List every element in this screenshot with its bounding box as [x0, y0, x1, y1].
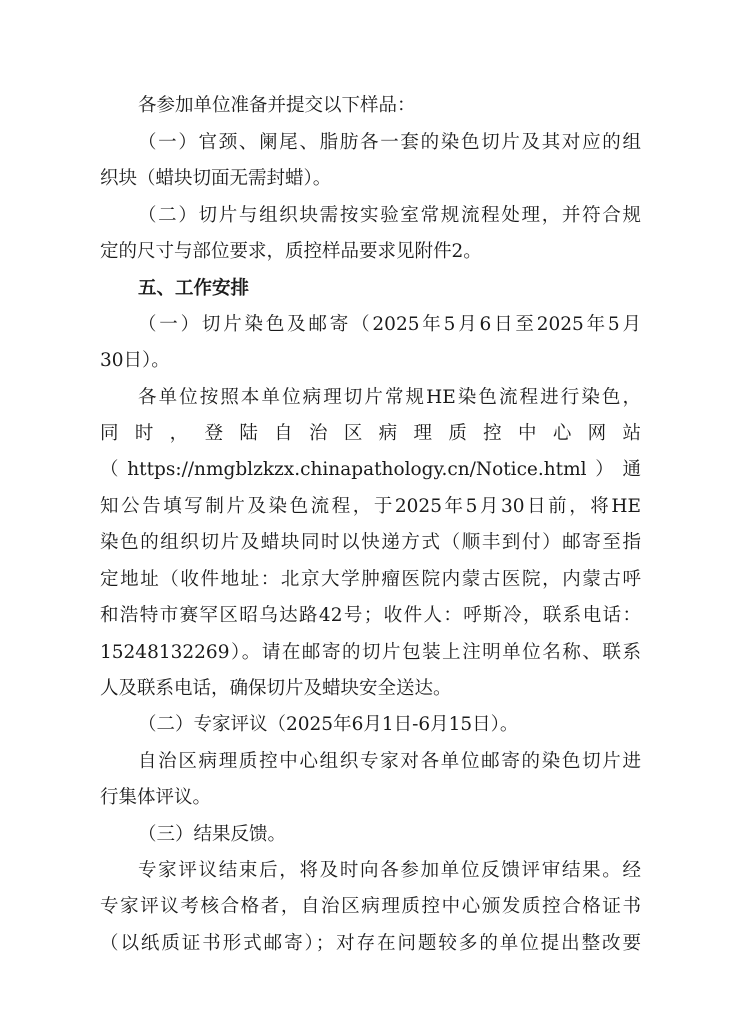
paragraph-line: 同时，登陆自治区病理质控中心网站	[100, 423, 641, 444]
paragraph-line: 30日）。	[100, 350, 170, 371]
paragraph-line: 行集体评议。	[100, 787, 212, 808]
paragraph-line: （https://nmgblzkzx.chinapathology.cn/Notice.html）通	[100, 459, 641, 480]
paragraph-line: 自治区病理质控中心组织专家对各单位邮寄的染色切片进	[138, 751, 641, 772]
paragraph-line: （一）切片染色及邮寄（2025年5月6日至2025年5月	[138, 314, 641, 335]
paragraph-line: 各单位按照本单位病理切片常规HE染色流程进行染色，	[138, 387, 641, 408]
section-heading: 五、工作安排	[138, 278, 250, 299]
paragraph-line: （二）专家评议（2025年6月1日-6月15日）。	[138, 714, 519, 735]
paragraph-line: 各参加单位准备并提交以下样品：	[138, 95, 416, 116]
paragraph-line: 染色的组织切片及蜡块同时以快递方式（顺丰到付）邮寄至指	[100, 532, 641, 553]
paragraph-line: 织块（蜡块切面无需封蜡）。	[100, 168, 332, 189]
paragraph-line: 和浩特市赛罕区昭乌达路42号；收件人：呼斯冷，联系电话：	[100, 605, 641, 626]
paragraph-line: （一）官颈、阑尾、脂肪各一套的染色切片及其对应的组	[138, 132, 641, 153]
paragraph-line: （三）结果反馈。	[138, 824, 287, 845]
paragraph-line: 定的尺寸与部位要求，质控样品要求见附件2。	[100, 241, 482, 262]
paragraph-line: 专家评议结束后，将及时向各参加单位反馈评审结果。经	[138, 860, 641, 881]
paragraph-line: （以纸质证书形式邮寄）；对存在问题较多的单位提出整改要	[100, 933, 641, 954]
paragraph-line: （二）切片与组织块需按实验室常规流程处理，并符合规	[138, 205, 641, 226]
paragraph-line: 知公告填写制片及染色流程，于2025年5月30日前，将HE	[100, 496, 641, 517]
paragraph-line: 人及联系电话，确保切片及蜡块安全送达。	[100, 678, 452, 699]
paragraph-line: 15248132269）。请在邮寄的切片包装上注明单位名称、联系	[100, 642, 641, 663]
paragraph-line: 定地址（收件地址：北京大学肿瘤医院内蒙古医院，内蒙古呼	[100, 569, 641, 590]
paragraph-line: 专家评议考核合格者，自治区病理质控中心颁发质控合格证书	[100, 896, 641, 917]
